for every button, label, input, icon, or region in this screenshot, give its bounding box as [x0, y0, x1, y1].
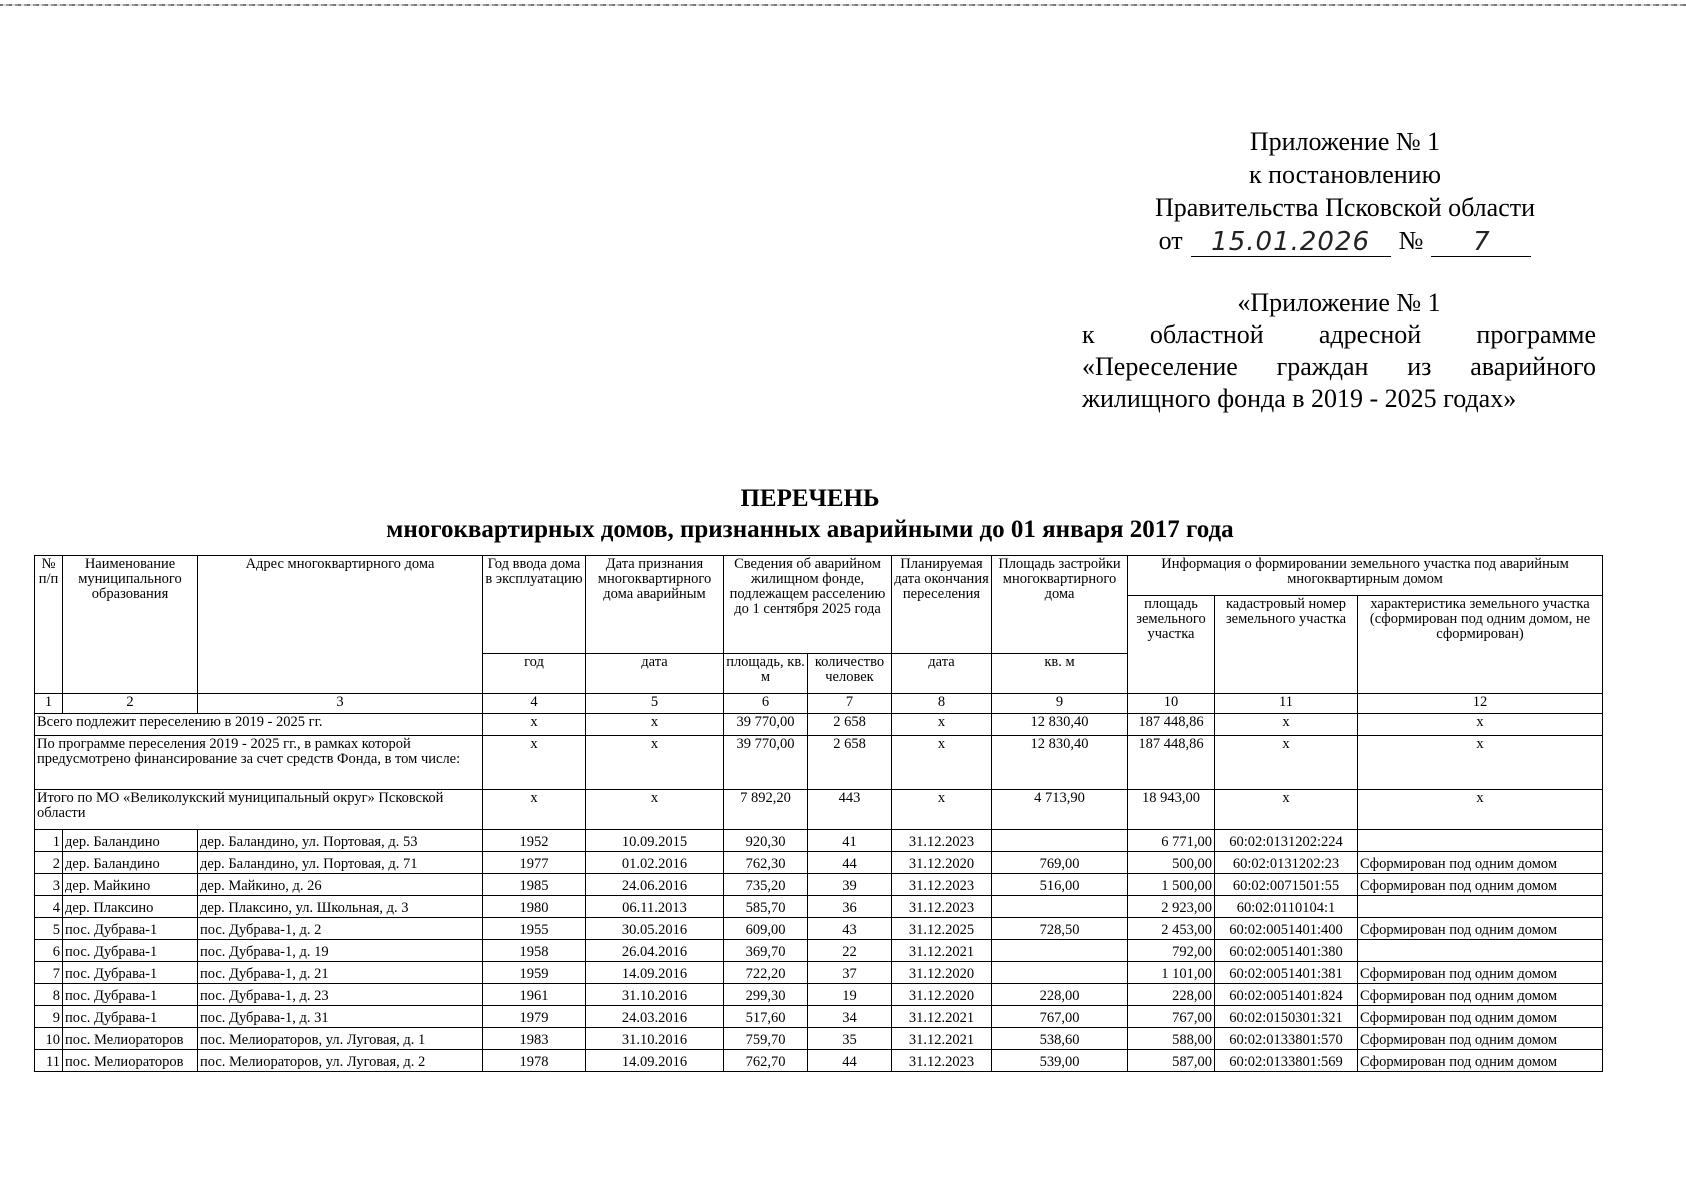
summary-label: По программе переселения 2019 - 2025 гг., в рамках которой предусмотрено финансирование за счет средств Фонда, в том числе: [35, 736, 483, 790]
row-municipality: дер. Баландино [63, 852, 198, 874]
header-row-1 [35, 556, 1603, 596]
summary-people: 2 658 [808, 714, 892, 736]
row-date-recognized: 24.06.2016 [586, 874, 724, 896]
unit-date: дата [586, 654, 724, 694]
row-year: 1959 [483, 962, 586, 984]
row-land-area: 2 923,00 [1128, 896, 1215, 918]
row-people: 36 [808, 896, 892, 918]
summary-date: х [586, 736, 724, 790]
summary-planned: х [892, 736, 992, 790]
header-land-area: площадь земельного участка [1128, 596, 1215, 694]
table-row [35, 1050, 1603, 1072]
program-line-2: к областной адресной программе [1082, 320, 1596, 349]
row-land-char: Сформирован под одним домом [1358, 1028, 1603, 1050]
row-cadastral: 60:02:0131202:23 [1215, 852, 1358, 874]
row-date-recognized: 31.10.2016 [586, 984, 724, 1006]
row-address: пос. Мелиораторов, ул. Луговая, д. 2 [198, 1050, 483, 1072]
summary-land: 18 943,00 [1128, 790, 1215, 830]
program-block [1082, 287, 1596, 415]
row-municipality: пос. Дубрава-1 [63, 962, 198, 984]
row-land-area: 1 101,00 [1128, 962, 1215, 984]
header-land-char: характеристика земельного участка (сформирован под одним домом, не сформирован) [1358, 596, 1603, 694]
summary-planned: х [892, 714, 992, 736]
header-num: № п/п [35, 556, 63, 694]
header-planned-date: Планируемая дата окончания переселения [892, 556, 992, 654]
row-building-area: 228,00 [992, 984, 1128, 1006]
table-row [35, 918, 1603, 940]
row-people: 44 [808, 1050, 892, 1072]
document-subtitle: многоквартирных домов, признанных аварийными до 01 января 2017 года [386, 516, 1234, 543]
row-municipality: дер. Плаксино [63, 896, 198, 918]
row-date-recognized: 06.11.2013 [586, 896, 724, 918]
row-address: пос. Дубрава-1, д. 21 [198, 962, 483, 984]
row-land-area: 587,00 [1128, 1050, 1215, 1072]
summary-planned: х [892, 790, 992, 830]
row-people: 44 [808, 852, 892, 874]
row-number: 11 [35, 1050, 63, 1072]
row-number: 3 [35, 874, 63, 896]
summary-area: 39 770,00 [724, 736, 808, 790]
row-area: 585,70 [724, 896, 808, 918]
row-year: 1983 [483, 1028, 586, 1050]
unit-area: площадь, кв. м [724, 654, 808, 694]
row-planned-date: 31.12.2020 [892, 962, 992, 984]
header-date-recognized: Дата признания многоквартирного дома аварийным [586, 556, 724, 654]
row-year: 1952 [483, 830, 586, 852]
header-fund-info: Сведения об аварийном жилищном фонде, подлежащем расселению до 1 сентября 2025 года [724, 556, 892, 654]
row-cadastral: 60:02:0131202:224 [1215, 830, 1358, 852]
row-planned-date: 31.12.2023 [892, 830, 992, 852]
col-number: 6 [724, 694, 808, 714]
row-area: 299,30 [724, 984, 808, 1006]
summary-land: 187 448,86 [1128, 714, 1215, 736]
row-people: 19 [808, 984, 892, 1006]
col-number: 3 [198, 694, 483, 714]
row-address: пос. Дубрава-1, д. 23 [198, 984, 483, 1006]
summary-year: х [483, 790, 586, 830]
row-municipality: пос. Мелиораторов [63, 1028, 198, 1050]
unit-date2: дата [892, 654, 992, 694]
unit-sqm: кв. м [992, 654, 1128, 694]
col-number: 8 [892, 694, 992, 714]
row-people: 35 [808, 1028, 892, 1050]
row-building-area [992, 940, 1128, 962]
row-date-recognized: 14.09.2016 [586, 962, 724, 984]
row-number: 9 [35, 1006, 63, 1028]
row-building-area [992, 830, 1128, 852]
col-number: 11 [1215, 694, 1358, 714]
row-area: 920,30 [724, 830, 808, 852]
program-line-4: жилищного фонда в 2019 - 2025 годах» [1082, 384, 1517, 413]
table-row [35, 1028, 1603, 1050]
summary-row-mo [35, 790, 1603, 830]
row-people: 41 [808, 830, 892, 852]
unit-year: год [483, 654, 586, 694]
row-area: 517,60 [724, 1006, 808, 1028]
row-planned-date: 31.12.2021 [892, 1006, 992, 1028]
summary-people: 443 [808, 790, 892, 830]
row-date-recognized: 14.09.2016 [586, 1050, 724, 1072]
summary-date: х [586, 714, 724, 736]
summary-char: х [1358, 790, 1603, 830]
row-municipality: дер. Баландино [63, 830, 198, 852]
summary-cad: х [1215, 714, 1358, 736]
row-planned-date: 31.12.2023 [892, 874, 992, 896]
unit-people: количество человек [808, 654, 892, 694]
summary-people: 2 658 [808, 736, 892, 790]
row-number: 4 [35, 896, 63, 918]
row-land-area: 767,00 [1128, 1006, 1215, 1028]
row-municipality: пос. Дубрава-1 [63, 940, 198, 962]
approval-date-row [1110, 224, 1580, 257]
row-people: 39 [808, 874, 892, 896]
row-address: дер. Плаксино, ул. Школьная, д. 3 [198, 896, 483, 918]
column-number-row [35, 694, 1603, 714]
row-number: 8 [35, 984, 63, 1006]
row-municipality: пос. Дубрава-1 [63, 1006, 198, 1028]
row-building-area [992, 962, 1128, 984]
row-planned-date: 31.12.2021 [892, 1028, 992, 1050]
row-land-char: Сформирован под одним домом [1358, 918, 1603, 940]
row-land-char: Сформирован под одним домом [1358, 962, 1603, 984]
row-cadastral: 60:02:0150301:321 [1215, 1006, 1358, 1028]
summary-cad: х [1215, 736, 1358, 790]
summary-year: х [483, 714, 586, 736]
row-year: 1977 [483, 852, 586, 874]
summary-cad: х [1215, 790, 1358, 830]
row-cadastral: 60:02:0051401:381 [1215, 962, 1358, 984]
row-date-recognized: 31.10.2016 [586, 1028, 724, 1050]
row-area: 762,30 [724, 852, 808, 874]
header-building-area: Площадь застройки многоквартирного дома [992, 556, 1128, 654]
row-area: 762,70 [724, 1050, 808, 1072]
header-address: Адрес многоквартирного дома [198, 556, 483, 694]
row-cadastral: 60:02:0071501:55 [1215, 874, 1358, 896]
row-planned-date: 31.12.2023 [892, 896, 992, 918]
col-number: 9 [992, 694, 1128, 714]
table-row [35, 940, 1603, 962]
summary-build: 4 713,90 [992, 790, 1128, 830]
row-land-char: Сформирован под одним домом [1358, 984, 1603, 1006]
summary-area: 39 770,00 [724, 714, 808, 736]
table-row [35, 852, 1603, 874]
row-people: 37 [808, 962, 892, 984]
row-cadastral: 60:02:0051401:824 [1215, 984, 1358, 1006]
row-number: 6 [35, 940, 63, 962]
summary-row-total [35, 714, 1603, 736]
row-date-recognized: 10.09.2015 [586, 830, 724, 852]
approval-block [1110, 125, 1580, 257]
approval-line-3: Правительства Псковской области [1154, 193, 1536, 222]
row-building-area [992, 896, 1128, 918]
row-building-area: 538,60 [992, 1028, 1128, 1050]
row-address: пос. Дубрава-1, д. 31 [198, 1006, 483, 1028]
row-address: дер. Майкино, д. 26 [198, 874, 483, 896]
row-land-area: 588,00 [1128, 1028, 1215, 1050]
row-municipality: пос. Дубрава-1 [63, 984, 198, 1006]
header-year: Год ввода дома в эксплуатацию [483, 556, 586, 654]
approval-from-label: от [1158, 226, 1183, 255]
summary-area: 7 892,20 [724, 790, 808, 830]
row-address: пос. Дубрава-1, д. 2 [198, 918, 483, 940]
data-rows [35, 830, 1603, 1072]
row-land-area: 500,00 [1128, 852, 1215, 874]
col-number: 5 [586, 694, 724, 714]
summary-land: 187 448,86 [1128, 736, 1215, 790]
row-land-area: 792,00 [1128, 940, 1215, 962]
document-title: ПЕРЕЧЕНЬ [740, 485, 880, 512]
row-year: 1985 [483, 874, 586, 896]
header-municipality: Наименование муниципального образования [63, 556, 198, 694]
row-land-area: 1 500,00 [1128, 874, 1215, 896]
approval-number-label: № [1398, 226, 1424, 255]
row-people: 43 [808, 918, 892, 940]
row-year: 1961 [483, 984, 586, 1006]
row-planned-date: 31.12.2023 [892, 1050, 992, 1072]
table-row [35, 874, 1603, 896]
row-land-char: Сформирован под одним домом [1358, 1006, 1603, 1028]
row-area: 735,20 [724, 874, 808, 896]
row-cadastral: 60:02:0110104:1 [1215, 896, 1358, 918]
summary-build: 12 830,40 [992, 714, 1128, 736]
row-building-area: 769,00 [992, 852, 1128, 874]
row-land-char: Сформирован под одним домом [1358, 1050, 1603, 1072]
row-cadastral: 60:02:0133801:569 [1215, 1050, 1358, 1072]
row-municipality: дер. Майкино [63, 874, 198, 896]
approval-line-1: Приложение № 1 [1249, 127, 1441, 156]
summary-char: х [1358, 736, 1603, 790]
approval-line-2: к постановлению [1248, 160, 1442, 189]
row-year: 1980 [483, 896, 586, 918]
col-number: 12 [1358, 694, 1603, 714]
summary-char: х [1358, 714, 1603, 736]
row-building-area: 516,00 [992, 874, 1128, 896]
row-planned-date: 31.12.2021 [892, 940, 992, 962]
approval-number-handwritten: 7 [1431, 228, 1531, 257]
row-year: 1978 [483, 1050, 586, 1072]
row-area: 722,20 [724, 962, 808, 984]
row-date-recognized: 24.03.2016 [586, 1006, 724, 1028]
summary-row-program [35, 736, 1603, 790]
row-date-recognized: 30.05.2016 [586, 918, 724, 940]
summary-build: 12 830,40 [992, 736, 1128, 790]
row-number: 5 [35, 918, 63, 940]
summary-year: х [483, 736, 586, 790]
row-building-area: 539,00 [992, 1050, 1128, 1072]
row-number: 10 [35, 1028, 63, 1050]
row-year: 1958 [483, 940, 586, 962]
row-land-char [1358, 830, 1603, 852]
row-people: 34 [808, 1006, 892, 1028]
row-land-char [1358, 896, 1603, 918]
row-area: 759,70 [724, 1028, 808, 1050]
col-number: 4 [483, 694, 586, 714]
col-number: 1 [35, 694, 63, 714]
row-planned-date: 31.12.2025 [892, 918, 992, 940]
row-number: 2 [35, 852, 63, 874]
row-date-recognized: 26.04.2016 [586, 940, 724, 962]
table-row [35, 984, 1603, 1006]
table-row [35, 1006, 1603, 1028]
row-municipality: пос. Мелиораторов [63, 1050, 198, 1072]
row-land-char: Сформирован под одним домом [1358, 874, 1603, 896]
row-planned-date: 31.12.2020 [892, 852, 992, 874]
row-cadastral: 60:02:0051401:380 [1215, 940, 1358, 962]
row-year: 1979 [483, 1006, 586, 1028]
row-area: 369,70 [724, 940, 808, 962]
row-cadastral: 60:02:0133801:570 [1215, 1028, 1358, 1050]
col-number: 2 [63, 694, 198, 714]
row-address: дер. Баландино, ул. Портовая, д. 71 [198, 852, 483, 874]
scan-edge-line [0, 4, 1686, 6]
header-land-info: Информация о формировании земельного участка под аварийным многоквартирным домом [1128, 556, 1603, 596]
program-line-3: «Переселение граждан из аварийного [1082, 352, 1596, 381]
row-year: 1955 [483, 918, 586, 940]
row-building-area: 728,50 [992, 918, 1128, 940]
row-address: пос. Дубрава-1, д. 19 [198, 940, 483, 962]
summary-label: Итого по МО «Великолукский муниципальный округ» Псковской области [35, 790, 483, 830]
approval-date-handwritten: 15.01.2026 [1191, 228, 1391, 257]
row-land-area: 6 771,00 [1128, 830, 1215, 852]
row-land-char [1358, 940, 1603, 962]
table-row [35, 962, 1603, 984]
row-address: пос. Мелиораторов, ул. Луговая, д. 1 [198, 1028, 483, 1050]
header-cadastral: кадастровый номер земельного участка [1215, 596, 1358, 694]
program-line-1: «Приложение № 1 [1237, 288, 1441, 317]
row-date-recognized: 01.02.2016 [586, 852, 724, 874]
table-row [35, 830, 1603, 852]
col-number: 7 [808, 694, 892, 714]
row-cadastral: 60:02:0051401:400 [1215, 918, 1358, 940]
houses-table [34, 555, 1603, 1072]
summary-date: х [586, 790, 724, 830]
row-building-area: 767,00 [992, 1006, 1128, 1028]
row-land-area: 228,00 [1128, 984, 1215, 1006]
table-row [35, 896, 1603, 918]
row-land-char: Сформирован под одним домом [1358, 852, 1603, 874]
row-land-area: 2 453,00 [1128, 918, 1215, 940]
summary-label: Всего подлежит переселению в 2019 - 2025 гг. [35, 714, 483, 736]
row-people: 22 [808, 940, 892, 962]
row-area: 609,00 [724, 918, 808, 940]
row-number: 7 [35, 962, 63, 984]
row-planned-date: 31.12.2020 [892, 984, 992, 1006]
row-address: дер. Баландино, ул. Портовая, д. 53 [198, 830, 483, 852]
col-number: 10 [1128, 694, 1215, 714]
row-number: 1 [35, 830, 63, 852]
row-municipality: пос. Дубрава-1 [63, 918, 198, 940]
